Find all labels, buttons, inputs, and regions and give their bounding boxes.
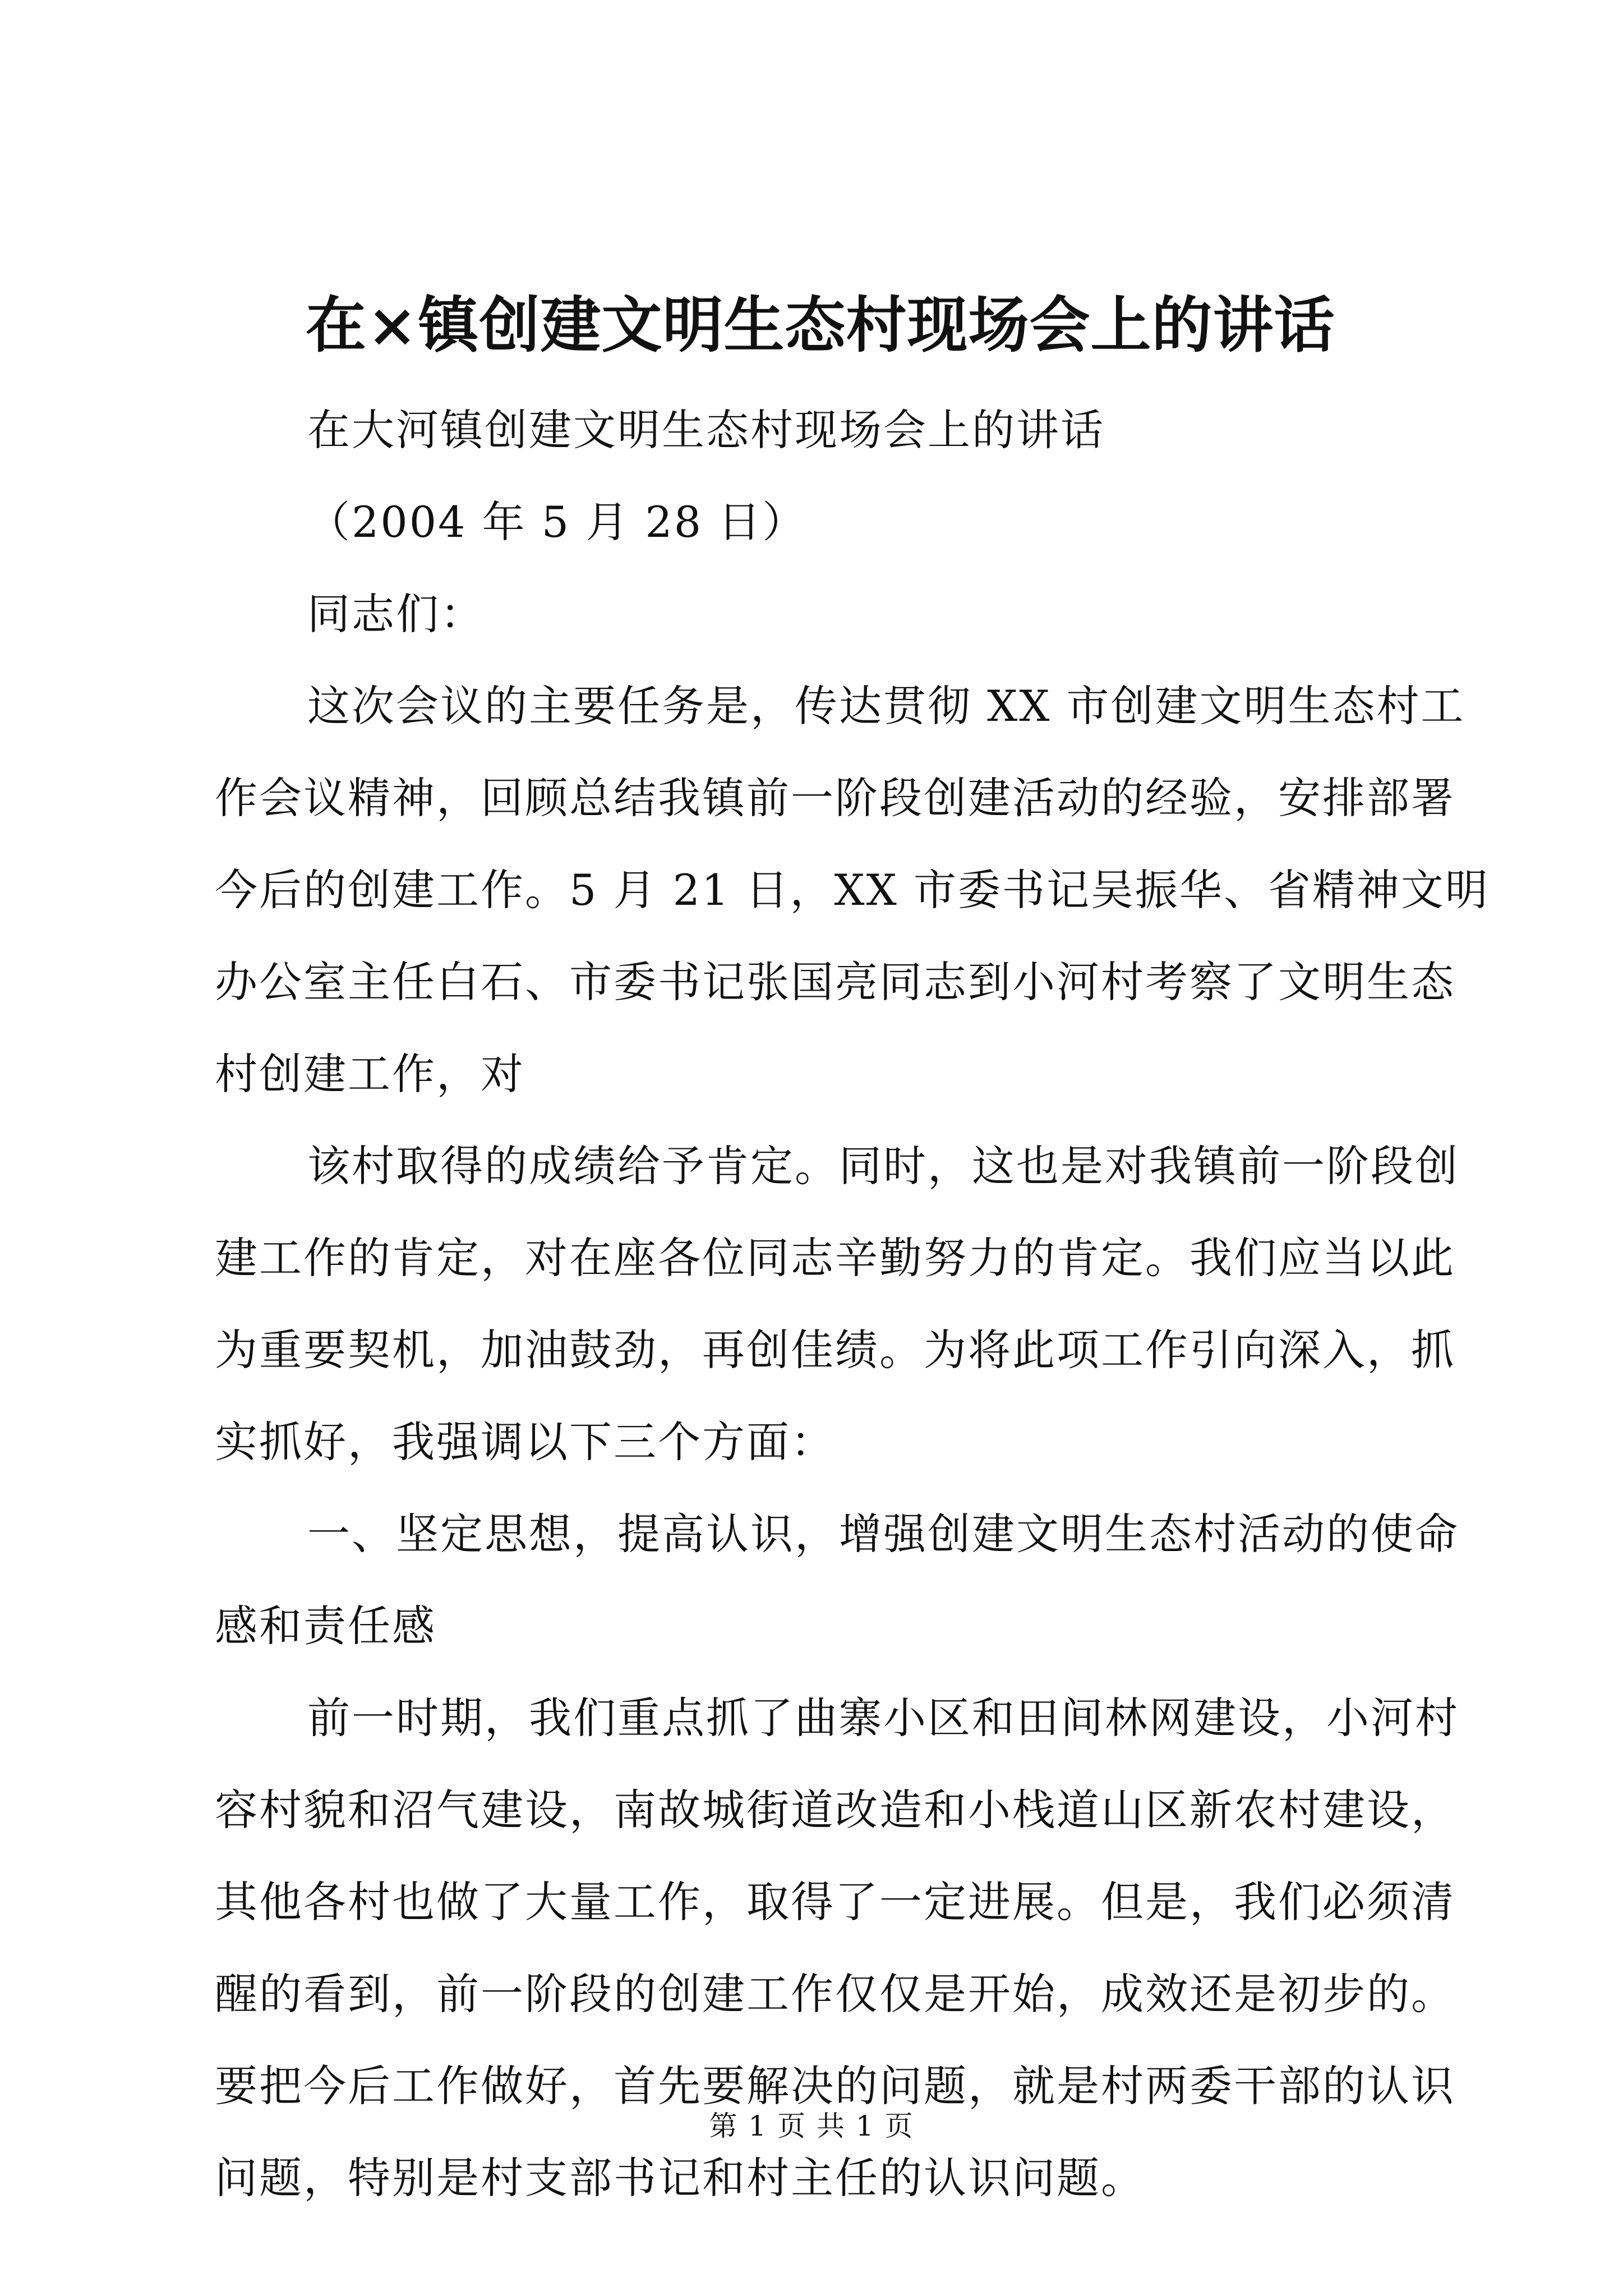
text-line: 今后的创建工作。5 月 21 日，XX 市委书记吴振华、省精神文明 <box>215 865 1490 915</box>
text-line: 这次会议的主要任务是，传达贯彻 XX 市创建文明生态村工 <box>307 681 1465 731</box>
text-line: 该村取得的成绩给予肯定。同时，这也是对我镇前一阶段创 <box>307 1141 1459 1191</box>
document-title: 在×镇创建文明生态村现场会上的讲话 <box>306 290 1335 361</box>
text-line: 醒的看到，前一阶段的创建工作仅仅是开始，成效还是初步的。 <box>215 1969 1455 2019</box>
text-line: 在大河镇创建文明生态村现场会上的讲话 <box>307 405 1105 455</box>
text-line: 问题，特别是村支部书记和村主任的认识问题。 <box>215 2153 1145 2203</box>
text-line: （2004 年 5 月 28 日） <box>307 497 807 547</box>
text-line: 一、坚定思想，提高认识，增强创建文明生态村活动的使命 <box>307 1509 1459 1559</box>
text-line: 同志们： <box>307 589 485 639</box>
text-line: 村创建工作，对 <box>215 1049 525 1099</box>
text-line: 其他各村也做了大量工作，取得了一定进展。但是，我们必须清 <box>215 1877 1455 1927</box>
text-line: 感和责任感 <box>215 1601 436 1651</box>
text-line: 要把今后工作做好，首先要解决的问题，就是村两委干部的认识 <box>215 2061 1455 2111</box>
text-line: 建工作的肯定，对在座各位同志辛勤努力的肯定。我们应当以此 <box>215 1233 1455 1283</box>
page-footer: 第 1 页 共 1 页 <box>709 2110 914 2142</box>
text-line: 办公室主任白石、市委书记张国亮同志到小河村考察了文明生态 <box>215 957 1455 1007</box>
text-line: 实抓好，我强调以下三个方面： <box>215 1417 835 1467</box>
text-line: 为重要契机，加油鼓劲，再创佳绩。为将此项工作引向深入，抓 <box>215 1325 1455 1375</box>
text-line: 前一时期，我们重点抓了曲寨小区和田间林网建设，小河村 <box>307 1693 1459 1743</box>
document-body <box>215 384 1490 2224</box>
text-line: 容村貌和沼气建设，南故城街道改造和小栈道山区新农村建设， <box>215 1785 1455 1835</box>
text-line: 作会议精神，回顾总结我镇前一阶段创建活动的经验，安排部署 <box>215 773 1455 823</box>
